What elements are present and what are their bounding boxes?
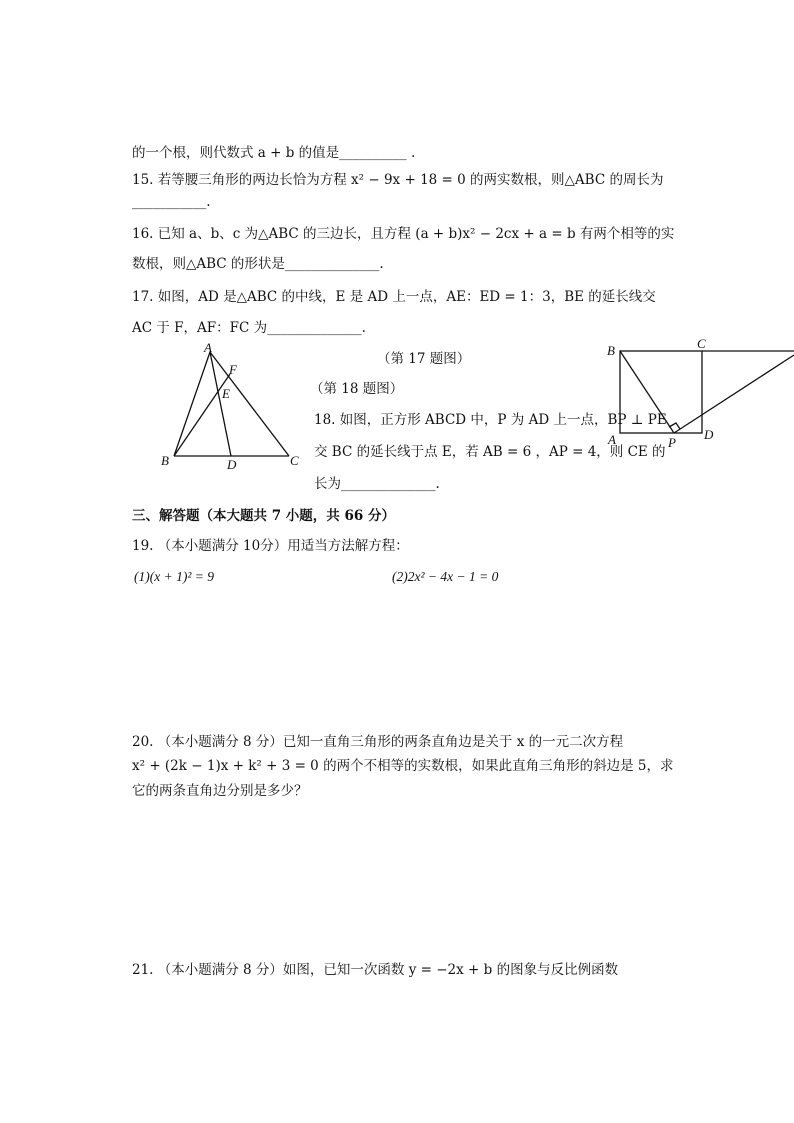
fig17-label-f: F [229, 362, 237, 377]
fig17-caption: （第 17 题图） [377, 351, 471, 367]
q18-line1: 18. 如图，正方形 ABCD 中，P 为 AD 上一点，BP ⊥ PE [314, 412, 667, 428]
figure-17-triangle [155, 338, 305, 473]
fig18-label-b: B [607, 343, 615, 358]
figure-18-square [600, 335, 794, 450]
fig18-label-a: A [608, 432, 616, 447]
fig17-label-c: C [290, 453, 299, 468]
q21-line1: 21. （本小题满分 8 分）如图，已知一次函数 y = −2x + b 的图象与反比例函数 [132, 962, 619, 978]
fig17-median-ad [210, 352, 231, 456]
q16-line1: 16. 已知 a、b、c 为△ABC 的三边长，且方程 (a + b)x² − 2cx + a = b 有两个相等的实 [132, 226, 675, 242]
fig17-label-d: D [227, 457, 237, 472]
q19-part2: (2)2x² − 4x − 1 = 0 [392, 569, 499, 584]
q14-continuation: 的一个根，则代数式 a + b 的值是__________ . [132, 145, 416, 161]
fig18-square-abcd [620, 351, 702, 433]
q18-line2: 交 BC 的延长线于点 E，若 AB = 6 ，AP = 4，则 CE 的 [314, 444, 666, 460]
fig17-side-ac [210, 352, 289, 456]
q15-line1: 15. 若等腰三角形的两边长恰为方程 x² − 9x + 18 = 0 的两实数根，则△ABC 的周长为 [132, 172, 664, 188]
fig17-label-e: E [222, 386, 230, 401]
q18-line3: 长为______________. [314, 476, 440, 492]
fig17-label-b: B [161, 453, 169, 468]
q19-part1: (1)(x + 1)² = 9 [134, 569, 214, 584]
q16-line2: 数根，则△ABC 的形状是______________. [132, 256, 384, 272]
q17-line1: 17. 如图，AD 是△ABC 的中线，E 是 AD 上一点，AE：ED = 1：3，BE 的延长线交 [132, 289, 656, 305]
q20-line1: 20. （本小题满分 8 分）已知一直角三角形的两条直角边是关于 x 的一元二次方程 [132, 734, 624, 750]
q20-line3: 它的两条直角边分别是多少？ [132, 783, 308, 799]
q15-line2: ___________. [132, 194, 211, 210]
fig18-label-p: P [668, 435, 676, 450]
q20-line2: x² + (2k − 1)x + k² + 3 = 0 的两个不相等的实数根，如果此直角三角形的斜边是 5，求 [132, 758, 674, 774]
fig18-line-pe [674, 355, 794, 433]
q19-stem: 19. （本小题满分 10分）用适当方法解方程： [132, 538, 409, 554]
fig18-label-d: D [704, 427, 714, 442]
fig17-label-a: A [204, 340, 212, 355]
fig18-label-c: C [697, 336, 706, 351]
fig18-line-bp [620, 351, 674, 433]
q17-line2: AC 于 F，AF：FC 为______________. [132, 320, 366, 336]
fig17-side-ab [174, 352, 210, 456]
fig18-caption: （第 18 题图） [310, 381, 404, 397]
section-3-heading: 三、解答题（本大题共 7 小题，共 66 分） [132, 508, 395, 524]
